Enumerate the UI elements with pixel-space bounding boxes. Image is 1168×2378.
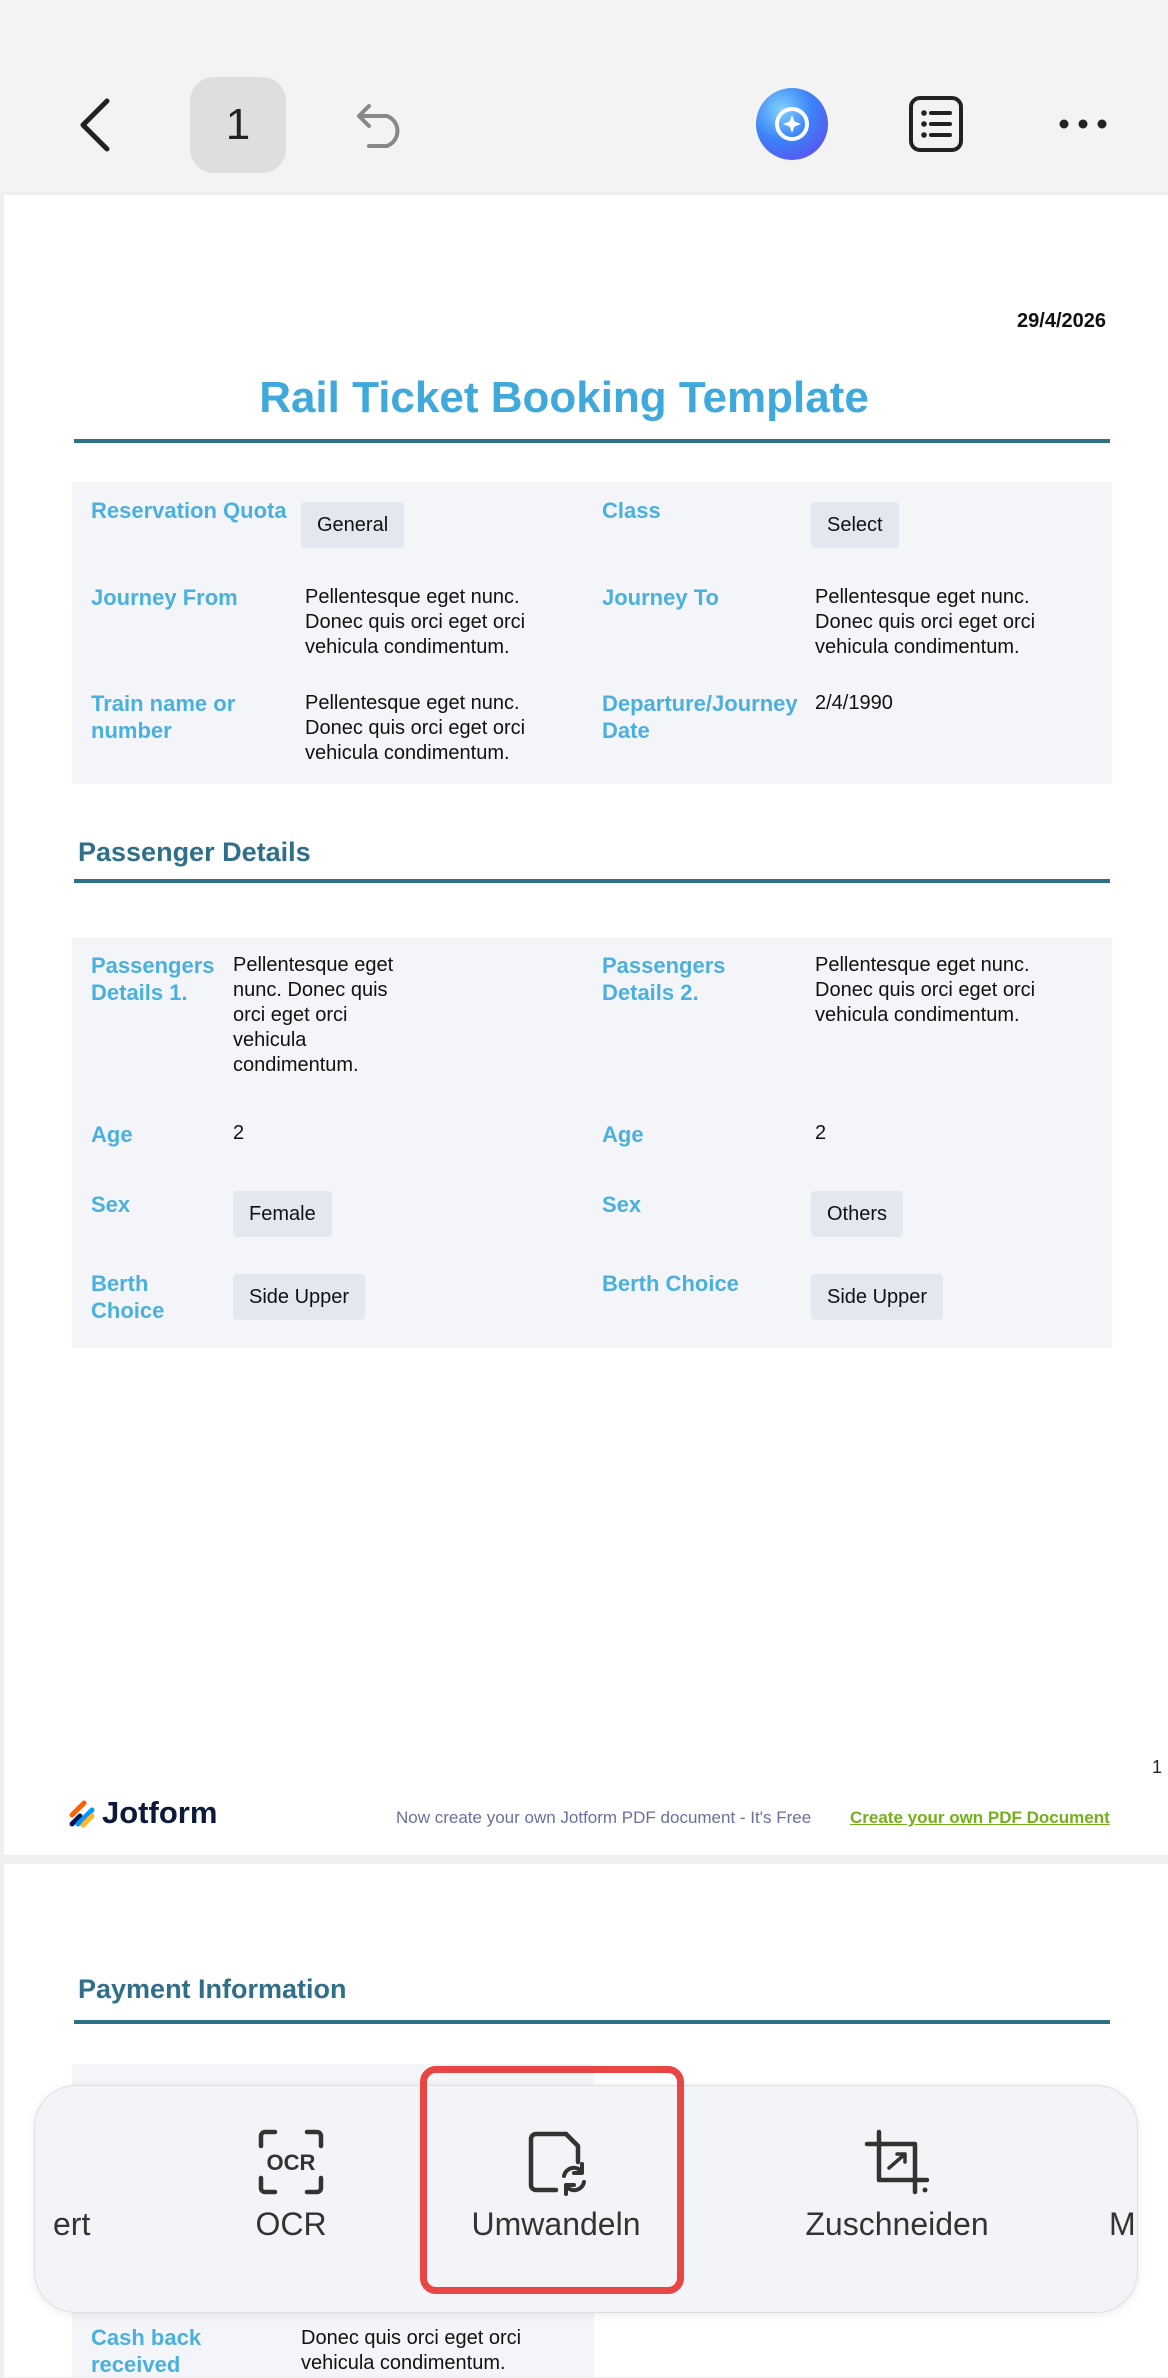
bottom-action-sheet <box>34 2085 1138 2313</box>
convert-label: Umwandeln <box>471 2206 641 2242</box>
train-value: Pellentesque eget nunc. Donec quis orci eget orci vehicula condimentum. <box>305 692 526 764</box>
class-label: Class <box>602 498 661 523</box>
export-action[interactable] <box>35 2086 135 2312</box>
document-page-1 <box>4 195 1168 1855</box>
passenger-1-value: Pellentesque eget nunc. Donec quis orci eget orci vehicula condimentum. <box>233 954 394 1076</box>
back-button[interactable] <box>62 92 128 158</box>
passenger-details-heading: Passenger Details <box>78 837 311 867</box>
reservation-quota-field[interactable]: General <box>301 502 404 548</box>
class-field[interactable]: Select <box>811 502 899 548</box>
reservation-panel <box>72 482 1112 784</box>
journey-to-label: Journey To <box>602 585 719 610</box>
passenger-divider <box>74 879 1110 883</box>
document-date: 29/4/2026 <box>1017 310 1106 332</box>
ai-sparkle-icon <box>768 100 816 148</box>
crop-icon <box>863 2128 931 2196</box>
berth-1-field[interactable]: Side Upper <box>233 1274 365 1320</box>
sex-1-label: Sex <box>91 1192 131 1217</box>
passenger-2-label: Passengers Details 2. <box>602 953 726 1005</box>
journey-from-value: Pellentesque eget nunc. Donec quis orci eget orci vehicula condimentum. <box>305 586 526 658</box>
jotform-logo <box>68 1795 217 1831</box>
reservation-quota-label: Reservation Quota <box>91 498 287 523</box>
ocr-label: OCR <box>255 2206 327 2242</box>
document-title: Rail Ticket Booking Template <box>259 373 869 422</box>
departure-date-value: 2/4/1990 <box>815 692 893 714</box>
jotform-brand-text: Jotform <box>102 1795 218 1830</box>
passenger-1-label: Passengers Details 1. <box>91 953 215 1005</box>
page-number-label: 1 <box>225 100 251 149</box>
title-divider <box>74 439 1110 443</box>
crop-label: Zuschneiden <box>805 2206 989 2242</box>
age-1-value: 2 <box>233 1122 245 1144</box>
more-action[interactable] <box>1095 2086 1137 2312</box>
create-pdf-link[interactable]: Create your own PDF Document <box>850 1808 1110 1827</box>
train-label: Train name or number <box>91 691 236 743</box>
berth-2-field[interactable]: Side Upper <box>811 1274 943 1320</box>
passenger-2-value: Pellentesque eget nunc. Donec quis orci eget orci vehicula condimentum. <box>815 954 1036 1026</box>
undo-button[interactable] <box>346 92 416 158</box>
ocr-action[interactable] <box>161 2086 421 2312</box>
outline-button[interactable] <box>904 92 968 156</box>
convert-action[interactable] <box>431 2086 681 2312</box>
age-2-value: 2 <box>815 1122 827 1144</box>
crop-action[interactable] <box>747 2086 1047 2312</box>
more-action-label: M <box>1109 2206 1136 2242</box>
departure-date-label: Departure/Journey Date <box>602 691 798 743</box>
payment-divider <box>74 2020 1110 2024</box>
cashback-label: Cash back received <box>91 2325 202 2377</box>
convert-document-icon <box>522 2128 590 2196</box>
berth-1-label: Berth Choice <box>91 1271 165 1323</box>
export-label: ert <box>53 2206 91 2242</box>
page-number-footer: 1 <box>1151 1757 1162 1777</box>
list-icon <box>908 95 964 153</box>
undo-icon <box>353 100 409 150</box>
ai-assistant-button[interactable] <box>756 88 828 160</box>
ocr-icon <box>257 2128 325 2196</box>
jotform-mark-icon <box>68 1798 96 1828</box>
age-1-label: Age <box>91 1122 133 1147</box>
promo-text: Now create your own Jotform PDF document - It's Free <box>396 1808 812 1827</box>
passenger-panel <box>72 938 1112 1348</box>
journey-from-label: Journey From <box>91 585 238 610</box>
journey-to-value: Pellentesque eget nunc. Donec quis orci eget orci vehicula condimentum. <box>815 586 1036 658</box>
page-number-button[interactable] <box>190 77 286 173</box>
sex-1-field[interactable]: Female <box>233 1191 332 1237</box>
svg-text:OCR: OCR <box>266 2150 316 2175</box>
more-options-button[interactable] <box>1050 102 1116 146</box>
payment-information-heading: Payment Information <box>78 1974 347 2004</box>
chevron-left-icon <box>75 97 115 153</box>
top-toolbar <box>0 0 1168 192</box>
cashback-value: Donec quis orci eget orci vehicula condimentum. <box>301 2327 522 2374</box>
sex-2-field[interactable]: Others <box>811 1191 903 1237</box>
more-horizontal-icon <box>1058 118 1108 130</box>
sex-2-label: Sex <box>602 1192 642 1217</box>
age-2-label: Age <box>602 1122 644 1147</box>
berth-2-label: Berth Choice <box>602 1271 739 1296</box>
